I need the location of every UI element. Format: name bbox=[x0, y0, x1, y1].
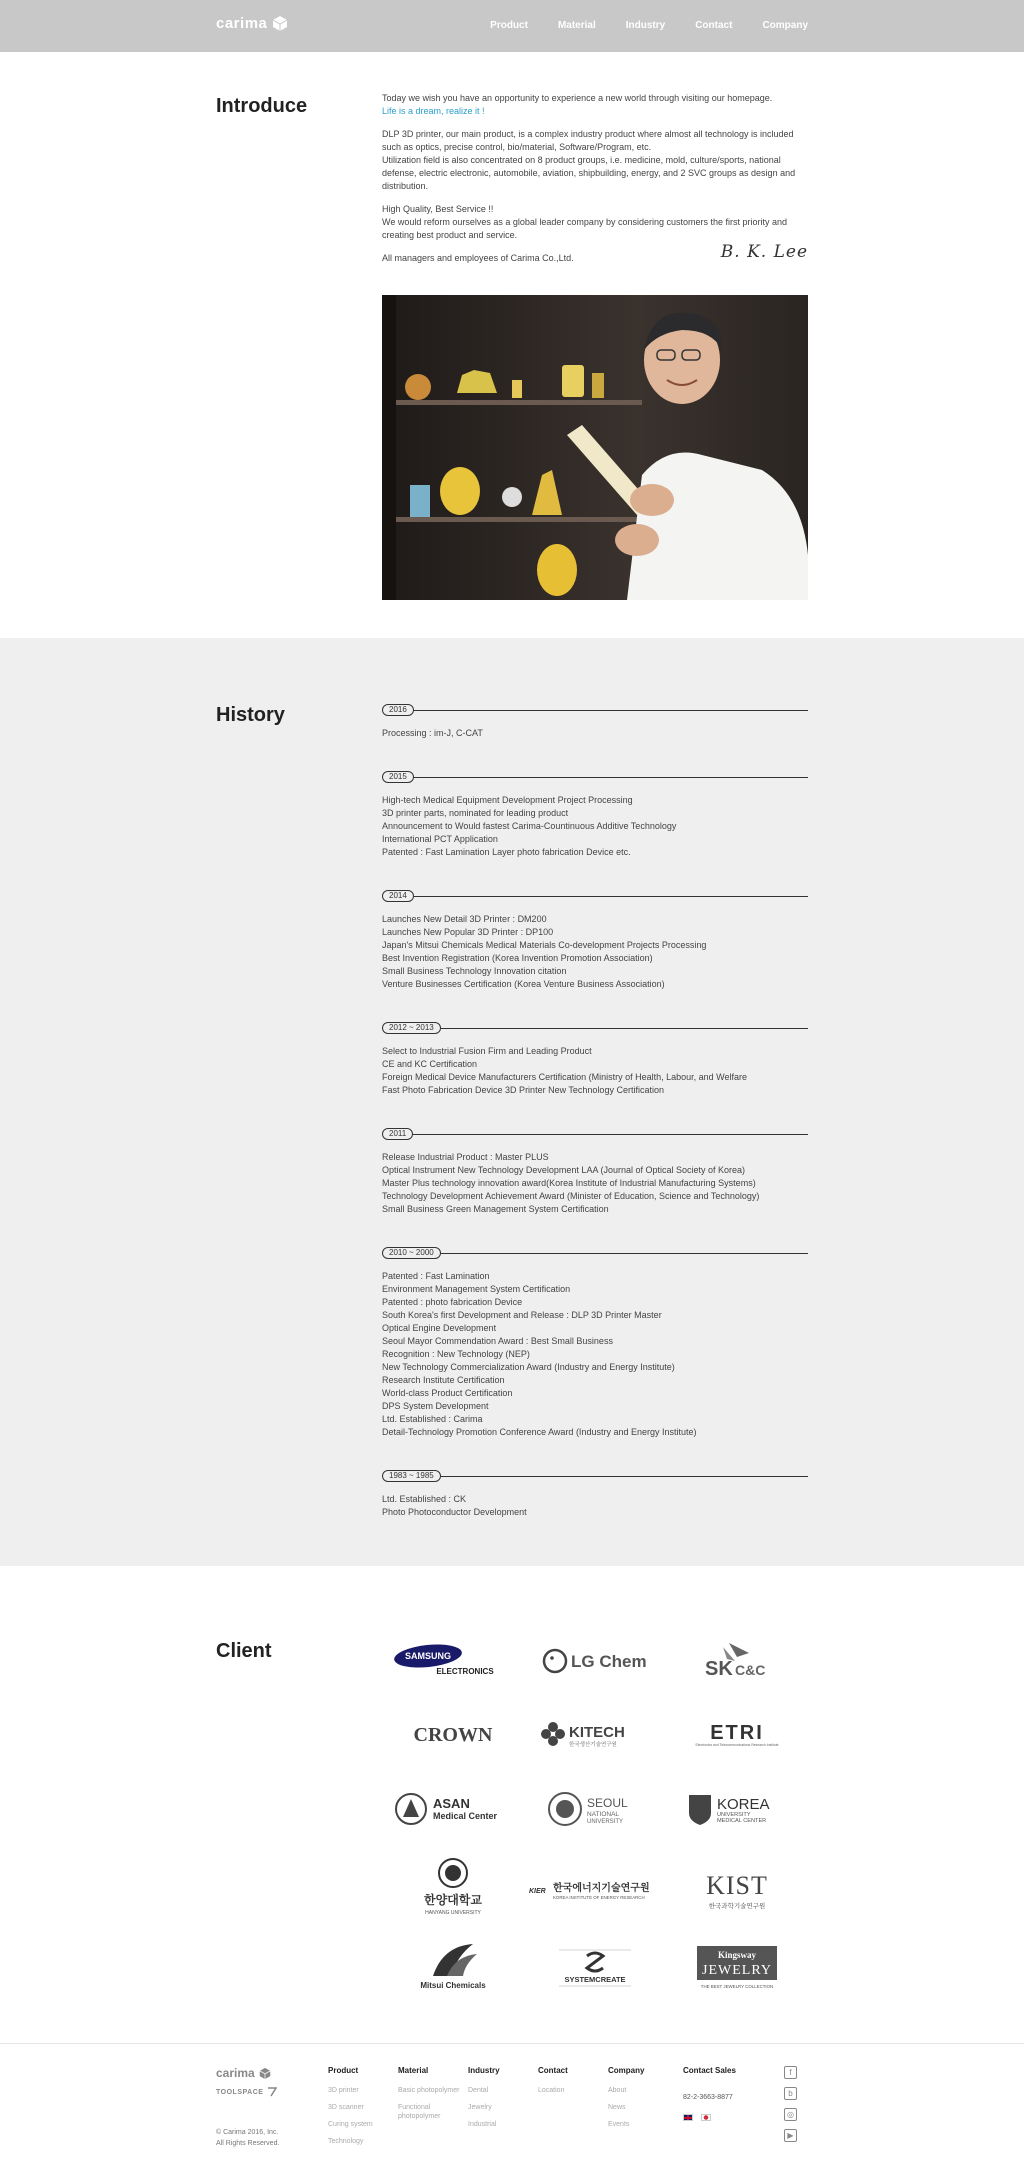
sk-sub: C&C bbox=[735, 1662, 766, 1678]
kier-logo bbox=[524, 1864, 666, 1914]
kingsway-text2: JEWELRY bbox=[702, 1963, 772, 1978]
systemcreate-text: SYSTEMCREATE bbox=[564, 1975, 626, 1984]
history-item: Patented : Fast Lamination bbox=[382, 1271, 490, 1281]
intro-line1: Today we wish you have an opportunity to experience a new world through visiting our homepage. bbox=[382, 93, 773, 103]
footer-col-industry bbox=[468, 2066, 530, 2137]
korea-text1: KOREA bbox=[717, 1796, 770, 1813]
history-item: Venture Businesses Certification (Korea Venture Business Association) bbox=[382, 979, 665, 989]
history-title: History bbox=[216, 704, 285, 726]
history-item: Launches New Popular 3D Printer : DP100 bbox=[382, 927, 554, 937]
history-item: Small Business Green Management System Certification bbox=[382, 1204, 609, 1214]
kier-sub: KOREA INSTITUTE OF ENERGY RESEARCH bbox=[553, 1895, 645, 1900]
history-entry bbox=[382, 1128, 808, 1216]
history-item: Recognition : New Technology (NEP) bbox=[382, 1349, 530, 1359]
kist-sub: 한국과학기술연구원 bbox=[708, 1902, 766, 1910]
toolspace-logo[interactable] bbox=[216, 2087, 277, 2097]
footer-link[interactable]: Industrial bbox=[468, 2121, 497, 2128]
history-entry bbox=[382, 1022, 808, 1097]
history-item: Japan's Mitsui Chemicals Medical Materials Co-development Projects Processing bbox=[382, 940, 707, 950]
blog-icon[interactable]: b bbox=[784, 2087, 797, 2100]
history-item: 3D printer parts, nominated for leading product bbox=[382, 808, 569, 818]
kingsway-logo bbox=[666, 1936, 808, 1996]
history-item: Technology Development Achievement Award (Minister of Education, Science and Technology) bbox=[382, 1191, 760, 1201]
history-item: Launches New Detail 3D Printer : DM200 bbox=[382, 914, 547, 924]
footer-col-title: Material bbox=[398, 2066, 429, 2075]
footer-link[interactable]: Jewelry bbox=[468, 2104, 492, 2111]
year-divider bbox=[382, 710, 808, 711]
cube-icon bbox=[259, 2067, 271, 2080]
history-item: Fast Photo Fabrication Device 3D Printer New Technology Certification bbox=[382, 1085, 664, 1095]
copyright-line2: All Rights Reserved. bbox=[216, 2140, 280, 2147]
footer-link[interactable]: News bbox=[608, 2104, 626, 2111]
year-badge: 2014 bbox=[382, 890, 414, 902]
history-item: High-tech Medical Equipment Development Project Processing bbox=[382, 795, 633, 805]
footer-link[interactable]: 3D scanner bbox=[328, 2104, 364, 2111]
year-badge: 2016 bbox=[382, 704, 414, 716]
intro-para3: Utilization field is also concentrated on 8 product groups, i.e. medicine, mold, culture/sports, national defense, electric electronic, automobile, aviation, shipbuilding, energy, and 2 SVC groups as design and distribution. bbox=[382, 155, 796, 191]
history-item: Patented : photo fabrication Device bbox=[382, 1297, 523, 1307]
year-badge: 1983 ~ 1985 bbox=[382, 1470, 441, 1482]
footer-col-material bbox=[398, 2066, 460, 2129]
history-item: South Korea's first Development and Release : DLP 3D Printer Master bbox=[382, 1310, 662, 1320]
history-item: Select to Industrial Fusion Firm and Leading Product bbox=[382, 1046, 592, 1056]
year-row bbox=[382, 1470, 808, 1482]
ceo-photo bbox=[382, 295, 808, 600]
footer-link[interactable]: Events bbox=[608, 2121, 630, 2128]
footer-col-title: Industry bbox=[468, 2066, 500, 2075]
year-row bbox=[382, 1022, 808, 1034]
mitsui-logo bbox=[382, 1936, 524, 1996]
history-item: Best Invention Registration (Korea Invention Promotion Association) bbox=[382, 953, 653, 963]
systemcreate-logo bbox=[524, 1936, 666, 1996]
footer-col-company bbox=[608, 2066, 670, 2137]
history-item: Patented : Fast Lamination Layer photo fabrication Device etc. bbox=[382, 847, 631, 857]
ceo-signature: B. K. Lee bbox=[720, 242, 808, 262]
footer-brand-logo[interactable] bbox=[216, 2066, 271, 2080]
history-item: Release Industrial Product : Master PLUS bbox=[382, 1152, 549, 1162]
copyright-line1: © Carima 2016, Inc. bbox=[216, 2129, 279, 2136]
history-items bbox=[382, 794, 808, 859]
nav-material[interactable]: Material bbox=[557, 20, 596, 31]
kitech-text: KITECH bbox=[569, 1724, 625, 1741]
facebook-icon[interactable]: f bbox=[784, 2066, 797, 2079]
history-item: CE and KC Certification bbox=[382, 1059, 478, 1069]
history-items bbox=[382, 1493, 808, 1519]
year-divider bbox=[382, 1253, 808, 1254]
intro-line2: Life is a dream, realize it ! bbox=[382, 106, 485, 116]
cube-icon bbox=[272, 15, 288, 32]
history-items bbox=[382, 913, 808, 991]
samsung-text: SAMSUNG bbox=[404, 1651, 452, 1661]
footer-col-title: Company bbox=[608, 2066, 645, 2075]
year-row bbox=[382, 704, 808, 716]
year-row bbox=[382, 1128, 808, 1140]
snu-text2: NATIONAL bbox=[587, 1811, 620, 1818]
uk-flag-icon[interactable] bbox=[683, 2114, 693, 2121]
snu-text3: UNIVERSITY bbox=[587, 1819, 624, 1825]
client-title: Client bbox=[216, 1640, 272, 1662]
history-items bbox=[382, 1045, 808, 1097]
language-flags bbox=[683, 2114, 763, 2121]
skcc-logo bbox=[666, 1636, 808, 1686]
youtube-icon[interactable]: ▶ bbox=[784, 2129, 797, 2142]
korea-text2: UNIVERSITY bbox=[717, 1812, 751, 1818]
history-items bbox=[382, 1270, 808, 1439]
intro-closing: All managers and employees of Carima Co.,Ltd. bbox=[382, 253, 574, 263]
history-items bbox=[382, 1151, 808, 1216]
history-entry bbox=[382, 890, 808, 991]
lgchem-logo bbox=[524, 1636, 666, 1686]
footer-col-product bbox=[328, 2066, 390, 2154]
sk-text: SK bbox=[705, 1658, 733, 1680]
footer-col-contact bbox=[538, 2066, 600, 2103]
footer-link[interactable]: Technology bbox=[328, 2138, 364, 2145]
history-entry bbox=[382, 1247, 808, 1439]
history-item: Foreign Medical Device Manufacturers Certification (Ministry of Health, Labour, and Welfare bbox=[382, 1072, 747, 1082]
samsung-sub: ELECTRONICS bbox=[436, 1667, 494, 1676]
main-nav bbox=[490, 20, 808, 31]
intro-para2: DLP 3D printer, our main product, is a complex industry product where almost all technology is included such as optics, precise control, bio/material, Software/Program, etc. bbox=[382, 129, 794, 152]
history-item: Optical Instrument New Technology Development LAA (Journal of Optical Society of Korea) bbox=[382, 1165, 746, 1175]
history-item: Ltd. Established : Carima bbox=[382, 1414, 483, 1424]
year-row bbox=[382, 1247, 808, 1259]
site-header bbox=[0, 0, 1024, 52]
history-item: Small Business Technology Innovation citation bbox=[382, 966, 567, 976]
lgchem-text: LG Chem bbox=[571, 1652, 647, 1671]
samsung-logo bbox=[382, 1636, 524, 1686]
mitsui-text: Mitsui Chemicals bbox=[420, 1981, 486, 1990]
year-divider bbox=[382, 1028, 808, 1029]
year-badge: 2012 ~ 2013 bbox=[382, 1022, 441, 1034]
footer-divider bbox=[0, 2043, 1024, 2044]
toolspace-name: TOOLSPACE bbox=[216, 2088, 264, 2096]
svg-text:KIER: KIER bbox=[529, 1888, 546, 1895]
kist-text: KIST bbox=[706, 1871, 768, 1900]
history-item: Optical Engine Development bbox=[382, 1323, 497, 1333]
footer-link[interactable]: Basic photopolymer bbox=[398, 2087, 460, 2094]
year-badge: 2015 bbox=[382, 771, 414, 783]
intro-para4b: We would reform ourselves as a global leader company by considering customers the first priority and creating best product and service. bbox=[382, 217, 788, 240]
history-item: New Technology Commercialization Award (Industry and Energy Institute) bbox=[382, 1362, 675, 1372]
year-row bbox=[382, 890, 808, 902]
history-item: Processing : im-J, C-CAT bbox=[382, 728, 483, 738]
history-item: Research Institute Certification bbox=[382, 1375, 505, 1385]
snu-logo bbox=[524, 1784, 666, 1834]
nav-contact[interactable]: Contact bbox=[695, 20, 733, 31]
nav-product[interactable]: Product bbox=[490, 20, 528, 31]
crown-text: CROWN bbox=[413, 1724, 493, 1746]
footer-link[interactable]: 3D printer bbox=[328, 2087, 359, 2094]
hanyang-text: 한양대학교 bbox=[424, 1893, 482, 1907]
year-row bbox=[382, 771, 808, 783]
history-item: Seoul Mayor Commendation Award : Best Small Business bbox=[382, 1336, 613, 1346]
footer-brand-name: carima bbox=[216, 2066, 255, 2080]
footer-link[interactable]: Functional photopolymer bbox=[398, 2104, 441, 2120]
hanyang-logo bbox=[382, 1858, 524, 1920]
history-entry bbox=[382, 1470, 808, 1519]
asan-logo bbox=[382, 1784, 524, 1834]
nav-company[interactable]: Company bbox=[762, 20, 808, 31]
etri-logo bbox=[666, 1708, 808, 1758]
year-badge: 2010 ~ 2000 bbox=[382, 1247, 441, 1259]
footer-link[interactable]: Location bbox=[538, 2087, 565, 2094]
kitech-logo bbox=[524, 1708, 666, 1758]
intro-title: Introduce bbox=[216, 95, 308, 117]
footer-link[interactable]: About bbox=[608, 2087, 627, 2094]
history-entry bbox=[382, 704, 808, 740]
footer-col-title: Contact Sales bbox=[683, 2066, 736, 2075]
year-divider bbox=[382, 777, 808, 778]
kier-text: 한국에너지기술연구원 bbox=[553, 1883, 650, 1894]
asan-text: ASAN bbox=[433, 1796, 470, 1811]
history-item: International PCT Application bbox=[382, 834, 498, 844]
social-links bbox=[784, 2066, 797, 2142]
asan-sub: Medical Center bbox=[433, 1811, 498, 1821]
year-divider bbox=[382, 896, 808, 897]
footer-col-sales bbox=[683, 2066, 763, 2121]
intro-text bbox=[382, 92, 808, 275]
history-item: Environment Management System Certification bbox=[382, 1284, 571, 1294]
snu-text1: SEOUL bbox=[587, 1796, 628, 1810]
history-items bbox=[382, 727, 808, 740]
etri-text: ETRI bbox=[710, 1722, 764, 1744]
history-item: Detail-Technology Promotion Conference Award (Industry and Energy Institute) bbox=[382, 1427, 697, 1437]
footer-link[interactable]: Dental bbox=[468, 2087, 489, 2094]
etri-sub: Electronics and Telecommunications Research Institute bbox=[695, 1743, 779, 1747]
history-item: Master Plus technology innovation award(Korea Institute of Industrial Manufacturing Systems) bbox=[382, 1178, 756, 1188]
crown-logo bbox=[382, 1708, 524, 1758]
korea-flag-icon[interactable] bbox=[701, 2114, 711, 2121]
brand-name: carima bbox=[216, 15, 268, 32]
korea-univ-logo bbox=[666, 1784, 808, 1834]
sales-phone: 82-2-3663-8877 bbox=[683, 2094, 733, 2101]
intro-para4a: High Quality, Best Service !! bbox=[382, 204, 494, 214]
kitech-sub: 한국생산기술연구원 bbox=[569, 1742, 617, 1748]
nav-industry[interactable]: Industry bbox=[625, 20, 666, 31]
kingsway-text3: THE BEST JEWELRY COLLECTION bbox=[700, 1984, 774, 1989]
year-divider bbox=[382, 1476, 808, 1477]
kist-logo bbox=[666, 1858, 808, 1920]
korea-text3: MEDICAL CENTER bbox=[717, 1818, 767, 1824]
footer-link[interactable]: Curing system bbox=[328, 2121, 373, 2128]
kingsway-text1: Kingsway bbox=[717, 1950, 757, 1960]
footer-col-title: Product bbox=[328, 2066, 359, 2075]
instagram-icon[interactable]: ◎ bbox=[784, 2108, 797, 2121]
history-item: Announcement to Would fastest Carima-Countinuous Additive Technology bbox=[382, 821, 677, 831]
brand-logo[interactable] bbox=[216, 15, 288, 32]
history-item: DPS System Development bbox=[382, 1401, 489, 1411]
history-entry bbox=[382, 771, 808, 859]
history-item: Photo Photoconductor Development bbox=[382, 1507, 527, 1517]
year-badge: 2011 bbox=[382, 1128, 413, 1140]
year-divider bbox=[382, 1134, 808, 1135]
footer-col-title: Contact bbox=[538, 2066, 568, 2075]
toolspace-icon bbox=[267, 2087, 277, 2097]
history-item: World-class Product Certification bbox=[382, 1388, 513, 1398]
copyright bbox=[216, 2127, 279, 2149]
hanyang-sub: HANYANG UNIVERSITY bbox=[425, 1910, 481, 1916]
history-item: Ltd. Established : CK bbox=[382, 1494, 467, 1504]
